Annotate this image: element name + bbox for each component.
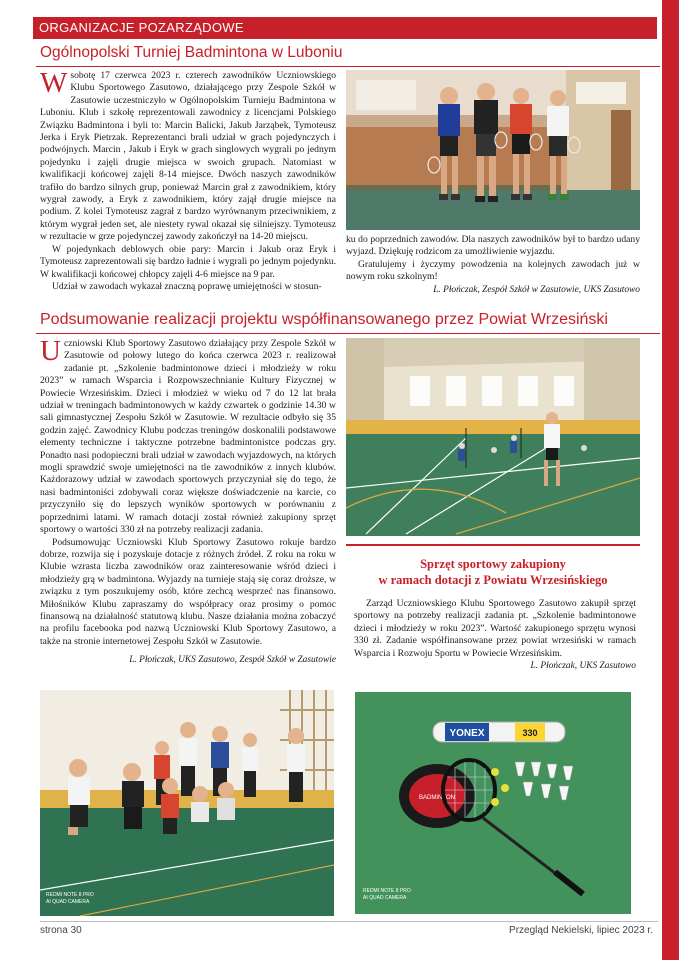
photo-team-luboni bbox=[346, 70, 640, 230]
article2-column1 bbox=[40, 335, 336, 666]
photo-watermark-line1: REDMI NOTE 8 PRO bbox=[363, 888, 411, 894]
article1-paragraph: ku do poprzednich zawodów. Dla naszych zawodników był to bardzo udany wyjazd. Dziękuję rodzicom za umożliwienie wyjazdu. bbox=[346, 234, 640, 258]
article2-title: Podsumowanie realizacji projektu współfinansowanego przez Powiat Wrzesiński bbox=[40, 311, 608, 328]
article1-paragraph: Gratulujemy i życzymy powodzenia na kolejnych zawodach już w nowym roku szkolnym! bbox=[346, 258, 640, 283]
equipment-box-text bbox=[354, 598, 636, 672]
article2-dropcap: U bbox=[40, 335, 61, 367]
photo-gym-training bbox=[346, 338, 640, 536]
article1-column1 bbox=[40, 67, 336, 293]
racket-label: BADMINTON bbox=[419, 795, 455, 801]
page-number: strona 30 bbox=[40, 925, 82, 936]
article1-dropcap: W bbox=[40, 67, 68, 99]
article1-column2 bbox=[346, 234, 640, 296]
equipment-box bbox=[346, 544, 640, 676]
publication-issue: Przegląd Nekielski, lipiec 2023 r. bbox=[509, 925, 653, 936]
article1-title: Ogólnopolski Turniej Badmintona w Luboniu bbox=[40, 44, 343, 61]
photo-yonex-equipment bbox=[355, 692, 631, 914]
section-header: ORGANIZACJE POZARZĄDOWE bbox=[33, 17, 657, 39]
photo-watermark-line1: REDMI NOTE 8 PRO bbox=[46, 892, 94, 898]
article1-divider bbox=[36, 66, 660, 67]
article1-paragraph: Udział w zawodach wykazał znaczną poprawę umiejętności w stosun- bbox=[52, 280, 322, 292]
article1-signature: L. Płończak, Zespół Szkół w Zasutowie, UKS Zasutowo bbox=[433, 284, 640, 295]
equipment-box-title-line1: Sprzęt sportowy zakupiony bbox=[420, 557, 566, 571]
photo-group-children bbox=[40, 690, 334, 916]
photo-watermark-line2: AI QUAD CAMERA bbox=[363, 895, 407, 901]
footer-divider bbox=[40, 921, 658, 922]
yonex-model-text: 330 bbox=[522, 728, 538, 738]
equipment-box-signature: L. Płończak, UKS Zasutowo bbox=[530, 661, 636, 672]
article1-paragraph: W pojedynkach deblowych obie pary: Marcin i Jakub oraz Eryk i Tymoteusz zaprezentowali się bardzo ładnie i wygrali po jednym pojedynku. W kwalifikacji końcowej chłopcy zajęli 4-6 miejsce na 9 par. bbox=[40, 243, 336, 280]
article2-paragraph: czniowski Klub Sportowy Zasutowo działający przy Zespole Szkół w Zasutowie od połowy lutego do końca czerwca 2023 r. realizował zadanie pt. „Szkolenie badmintonowe dzieci i młodzieży w roku 2023” w ramach Wsparcia i Rozpowszechnianie Kultury Fizycznej w Powiecie Wrzesińskim. Dzieci i młodzież w wieku od 7 do 12 lat brała udział w treningach badmintonowych w każdy czwartek o godzinie 14.30 w sali gimnastycznej Zespołu Szkół w Zasutowie. W rezultacie odbyło się 35 godzin zajęć. Zawodnicy Klubu podczas treningów doskonalili podstawowe elementy techniczne i taktyczne potrzebne badmintonistce podczas gry. Ponadto nasi podopieczni brali udział w zawodach wyjazdowych, na których mogli sprawdzić swoje umiejętności na tle zawodników z innych klubów. Każdorazowy udział w zawodach sportowych przyczyniał się do tego, że nasi badmintoniści zdobywali coraz większe doświadczenie na karcie, co przyczyniło się do lepszych wyników sportowych w porównaniu z poprzednimi latami. W ramach dotacji został również zakupiony sprzęt sportowy o wartości 330 zł na potrzeby realizacji zadania. bbox=[40, 338, 336, 536]
article2-signature: L. Płończak, UKS Zasutowo, Zespół Szkół w Zasutowie bbox=[129, 655, 336, 666]
yonex-brand-text: YONEX bbox=[449, 728, 485, 739]
article2-paragraph: Podsumowując Uczniowski Klub Sportowy Zasutowo rokuje bardzo dobrze, rozwija się i pozyskuje dotacje z różnych źródeł. Z roku na roku w Klubie wzrasta liczba zawodników oraz zainteresowanie wśród dzieci i młodzieży grą w badmintona. Wyjazdy na turnieje stają się coraz droższe, w związku z tym poszukujemy osób, które zechcą wesprzeć nas finansowo. Miłośników Klubu zapraszamy do współpracy oraz prosimy o pomoc finansową na działalność statutową klubu. Nasze działania można zobaczyć na profilu facebooka pod nazwą Uczniowski Klub Sportowy Zasutowo, a także na stronie internetowej Zespołu Szkół w Zasutowie. bbox=[40, 536, 336, 647]
equipment-box-title-line2: w ramach dotacji z Powiatu Wrzesińskiego bbox=[378, 573, 608, 587]
article1-paragraph: sobotę 17 czerwca 2023 r. czterech zawodników Uczniowskiego Klubu Sportowego Zasutowo, działającego przy Zespole Szkół w Zasutowie uczestniczyło w Ogólnopolskim Turnieju Badmintona w Luboniu. Klub i szkołę reprezentowali zawodnicy z licencjami Polskiego Związku Badmintona i byli to: Marcin Balicki, Jakub Jarząbek, Tymoteusz Jerka i Eryk Pietrzak. Reprezentanci brali udział w grach pojedynczych i podwójnych. Marcin , Jakub i Eryk w grach singlowych wygrali po jednym pojedynku i zajęli drugie miejsca w swoich grupach. Natomiast w kwalifikacji końcowej zajęli 8-14 miejsce. Dwóch naszych zawodników trafiło do bardzo silnych grup, ponieważ Marcin grał z zawodnikiem, który wygrał zawody, a Eryk z zawodnikiem, który zajął drugie miejsce na podium. Z kolei Tymoteusz zagrał z bardzo wyrównanym przeciwnikiem, z którym wygrał jeden set, ale niestety rywal okazał się silniejszy. Tymoteusz w rezultacie w grze pojedynczej zawody zakończył na 14-20 miejscu. bbox=[40, 70, 336, 243]
equipment-box-paragraph: Zarząd Uczniowskiego Klubu Sportowego Zasutowo zakupił sprzęt sportowy na potrzeby realizacji zadania pt. „Szkolenie badmintonowe dzieci i młodzieży w roku 2023”. Wartość zakupionego sprzętu wynosi 330 zł. Zadanie współfinansowane przez powiat wrzesiński w ramach Wsparcia i Rozwoju Sportu w Powiecie Wrzesińskim. bbox=[354, 598, 636, 659]
article2-divider bbox=[36, 333, 660, 334]
photo-watermark-line2: AI QUAD CAMERA bbox=[46, 899, 90, 905]
page-edge-bar bbox=[662, 0, 679, 960]
equipment-box-title bbox=[346, 556, 640, 588]
